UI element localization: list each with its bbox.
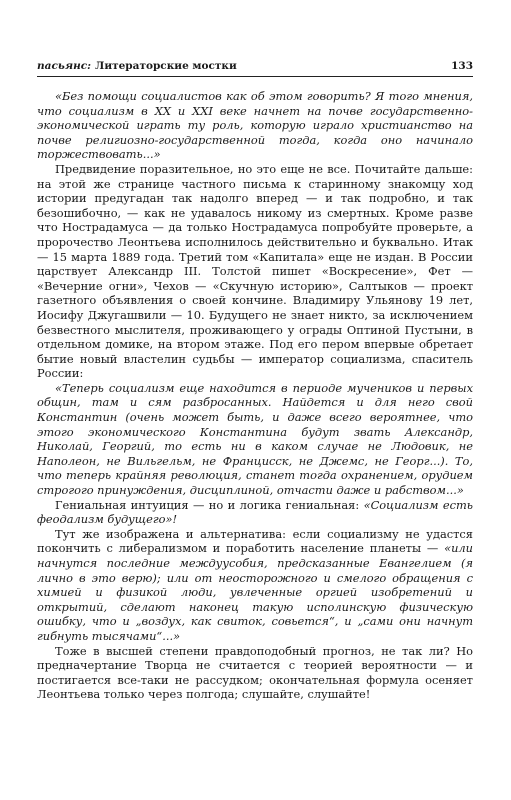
paragraph-text: Гениальная интуиция — но и логика гениальная:: [55, 497, 364, 512]
paragraph-alternative: [37, 527, 473, 644]
paragraph-text: Тут же изображена и альтернатива: если социализму не удастся покончить с либерализмом и поработить население планеты —: [37, 526, 473, 556]
running-head-left: [37, 60, 237, 72]
quote-text: «Социализм есть феодализм будущего»!: [37, 497, 473, 527]
paragraph-text: Тоже в высшей степени правдоподобный прогноз, не так ли? Но предначертание Творца не считается с теорией вероятности — и постигается все-таки не рассудком; окончательная формула осеняет Леонтьева только через полгода; слушайте, слушайте!: [37, 643, 473, 702]
chapter-title: Литераторские мостки: [95, 60, 237, 72]
running-head: [37, 60, 473, 77]
book-page: [37, 60, 473, 702]
page-number: 133: [451, 60, 473, 72]
paragraph-prediction: [37, 162, 473, 381]
quote-text: «Теперь социализм еще находится в периоде мучеников и первых общин, там и сям разбросанных. Найдется и для него свой Константин (очень может быть, и даже всего вероятнее, что этого экономического Константина будут звать Александр, Николай, Георгий, то есть ни в каком случае не Людовик, не Наполеон, не Вильгельм, не Францисск, не Джемс, не Георг...). То, что теперь крайняя революция, станет тогда охранением, орудием строгого принуждения, дисциплиной, отчасти даже и рабством...»: [37, 380, 473, 498]
paragraph-quote-2: [37, 381, 473, 498]
quote-text: «Без помощи социалистов как об этом говорить? Я того мнения, что социализм в XX и XXI веке начнет на почве государственно-экономической играть ту роль, которую играло христианство на почве религиозно-государственной тогда, когда оно начинало торжествовать...»: [37, 89, 473, 162]
paragraph-intuition: [37, 498, 473, 527]
paragraph-text: Предвидение поразительное, но это еще не все. Почитайте дальше: на этой же странице частного письма к старинному знакомцу ход истории предугадан так надолго вперед — и так подробно, и так безошибочно, — как не удавалось никому из смертных. Кроме разве что Нострадамуса — да только Нострадамуса попробуйте проверьте, а пророчество Леонтьева исполнилось действительно и буквально. Итак — 15 марта 1889 года. Третий том «Капитала» еще не издан. В России царствует Александр III. Толстой пишет «Воскресение», Фет — «Вечерние огни», Чехов — «Скучную историю», Салтыков — проект газетного объявления о своей кончине. Владимиру Ульянову 19 лет, Иосифу Джугашвили — 10. Будущего не знает никто, за исключением безвестного мыслителя, проживающего у ограды Оптиной Пустыни, в отдельном домике, на втором этаже. Под его пером впервые обретает бытие новый властелин судьбы — император социализма, спаситель России:: [37, 161, 473, 381]
section-label: пасьянс:: [37, 60, 92, 72]
body-text: [37, 89, 473, 702]
quote-text: «или начнутся последние междуусобия, предсказанные Евангелием (я лично в это верю); или от неосторожного и смелого обращения с химией и физикой люди, увлеченные оргией изобретений и открытий, сделают наконец такую исполинскую физическую ошибку, что и „воздух, как свиток, совьется“, и „сами они начнут гибнуть тысячами“...»: [37, 541, 473, 643]
paragraph-quote-1: [37, 89, 473, 162]
paragraph-conclusion: [37, 644, 473, 702]
